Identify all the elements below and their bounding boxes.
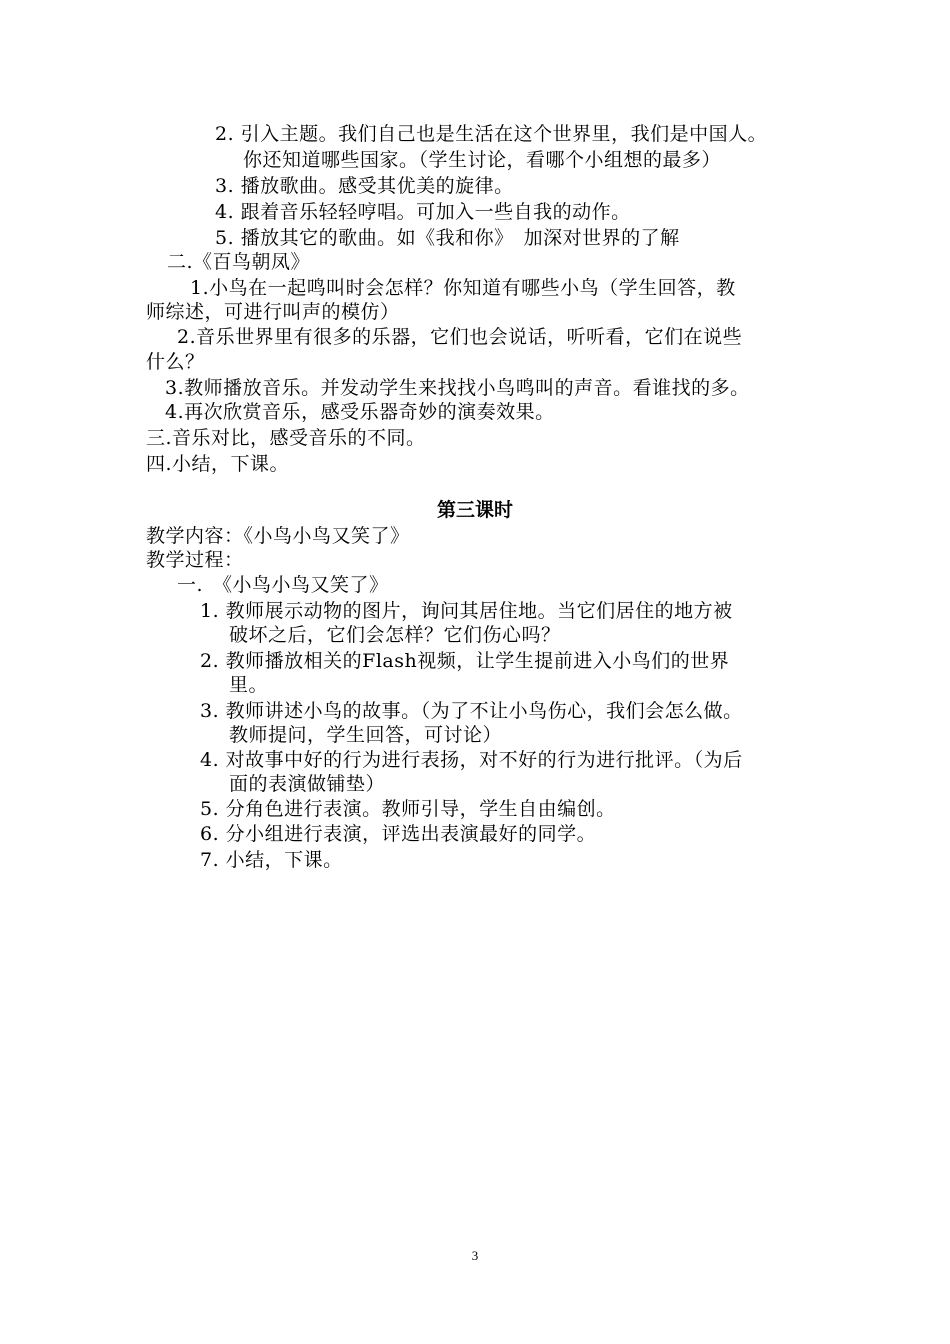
list-item: 面的表演做铺垫）: [229, 773, 386, 795]
list-item: 破坏之后，它们会怎样？它们伤心吗？: [229, 624, 561, 646]
list-item: 里。: [229, 674, 269, 696]
lesson-heading: 第三课时: [436, 499, 513, 521]
list-item: 3.教师播放音乐。并发动学生来找找小鸟鸣叫的声音。看谁找的多。: [165, 377, 750, 399]
list-item: 2. 引入主题。我们自己也是生活在这个世界里，我们是中国人。: [215, 123, 768, 145]
list-item: 1.小鸟在一起鸣叫时会怎样？你知道有哪些小鸟（学生回答，教: [190, 277, 736, 299]
list-item: 5. 分角色进行表演。教师引导，学生自由编创。: [200, 798, 616, 820]
list-item: 什么？: [146, 351, 205, 373]
section-title: 三.音乐对比，感受音乐的不同。: [146, 427, 426, 449]
section-title: 一. 《小鸟小鸟又笑了》: [177, 574, 389, 596]
list-item: 教师提问，学生回答，可讨论）: [229, 724, 503, 746]
section-title: 二.《百鸟朝凤》: [167, 251, 311, 273]
list-item: 4. 跟着音乐轻轻哼唱。可加入一些自我的动作。: [215, 201, 631, 223]
list-item: 7. 小结，下课。: [200, 849, 343, 871]
list-item: 3. 教师讲述小鸟的故事。（为了不让小鸟伤心，我们会怎么做。: [200, 700, 743, 722]
list-item: 2. 教师播放相关的Flash视频，让学生提前进入小鸟们的世界: [200, 650, 730, 672]
list-item: 4.再次欣赏音乐，感受乐器奇妙的演奏效果。: [165, 401, 555, 423]
list-item: 师综述，可进行叫声的模仿）: [146, 301, 400, 323]
section-title: 四.小结，下课。: [146, 453, 290, 475]
teaching-process-label: 教学过程：: [146, 549, 244, 571]
list-item: 2.音乐世界里有很多的乐器，它们也会说话，听听看，它们在说些: [177, 326, 743, 348]
list-item: 1. 教师展示动物的图片，询问其居住地。当它们居住的地方被: [200, 600, 733, 622]
page-number: 3: [471, 1248, 479, 1263]
list-item: 5. 播放其它的歌曲。如《我和你》 加深对世界的了解: [215, 227, 680, 249]
list-item: 你还知道哪些国家。（学生讨论，看哪个小组想的最多）: [243, 149, 722, 171]
list-item: 4. 对故事中好的行为进行表扬，对不好的行为进行批评。（为后: [200, 749, 743, 771]
teaching-content-label: 教学内容：《小鸟小鸟又笑了》: [146, 525, 410, 547]
list-item: 3. 播放歌曲。感受其优美的旋律。: [215, 175, 514, 197]
list-item: 6. 分小组进行表演，评选出表演最好的同学。: [200, 823, 597, 845]
